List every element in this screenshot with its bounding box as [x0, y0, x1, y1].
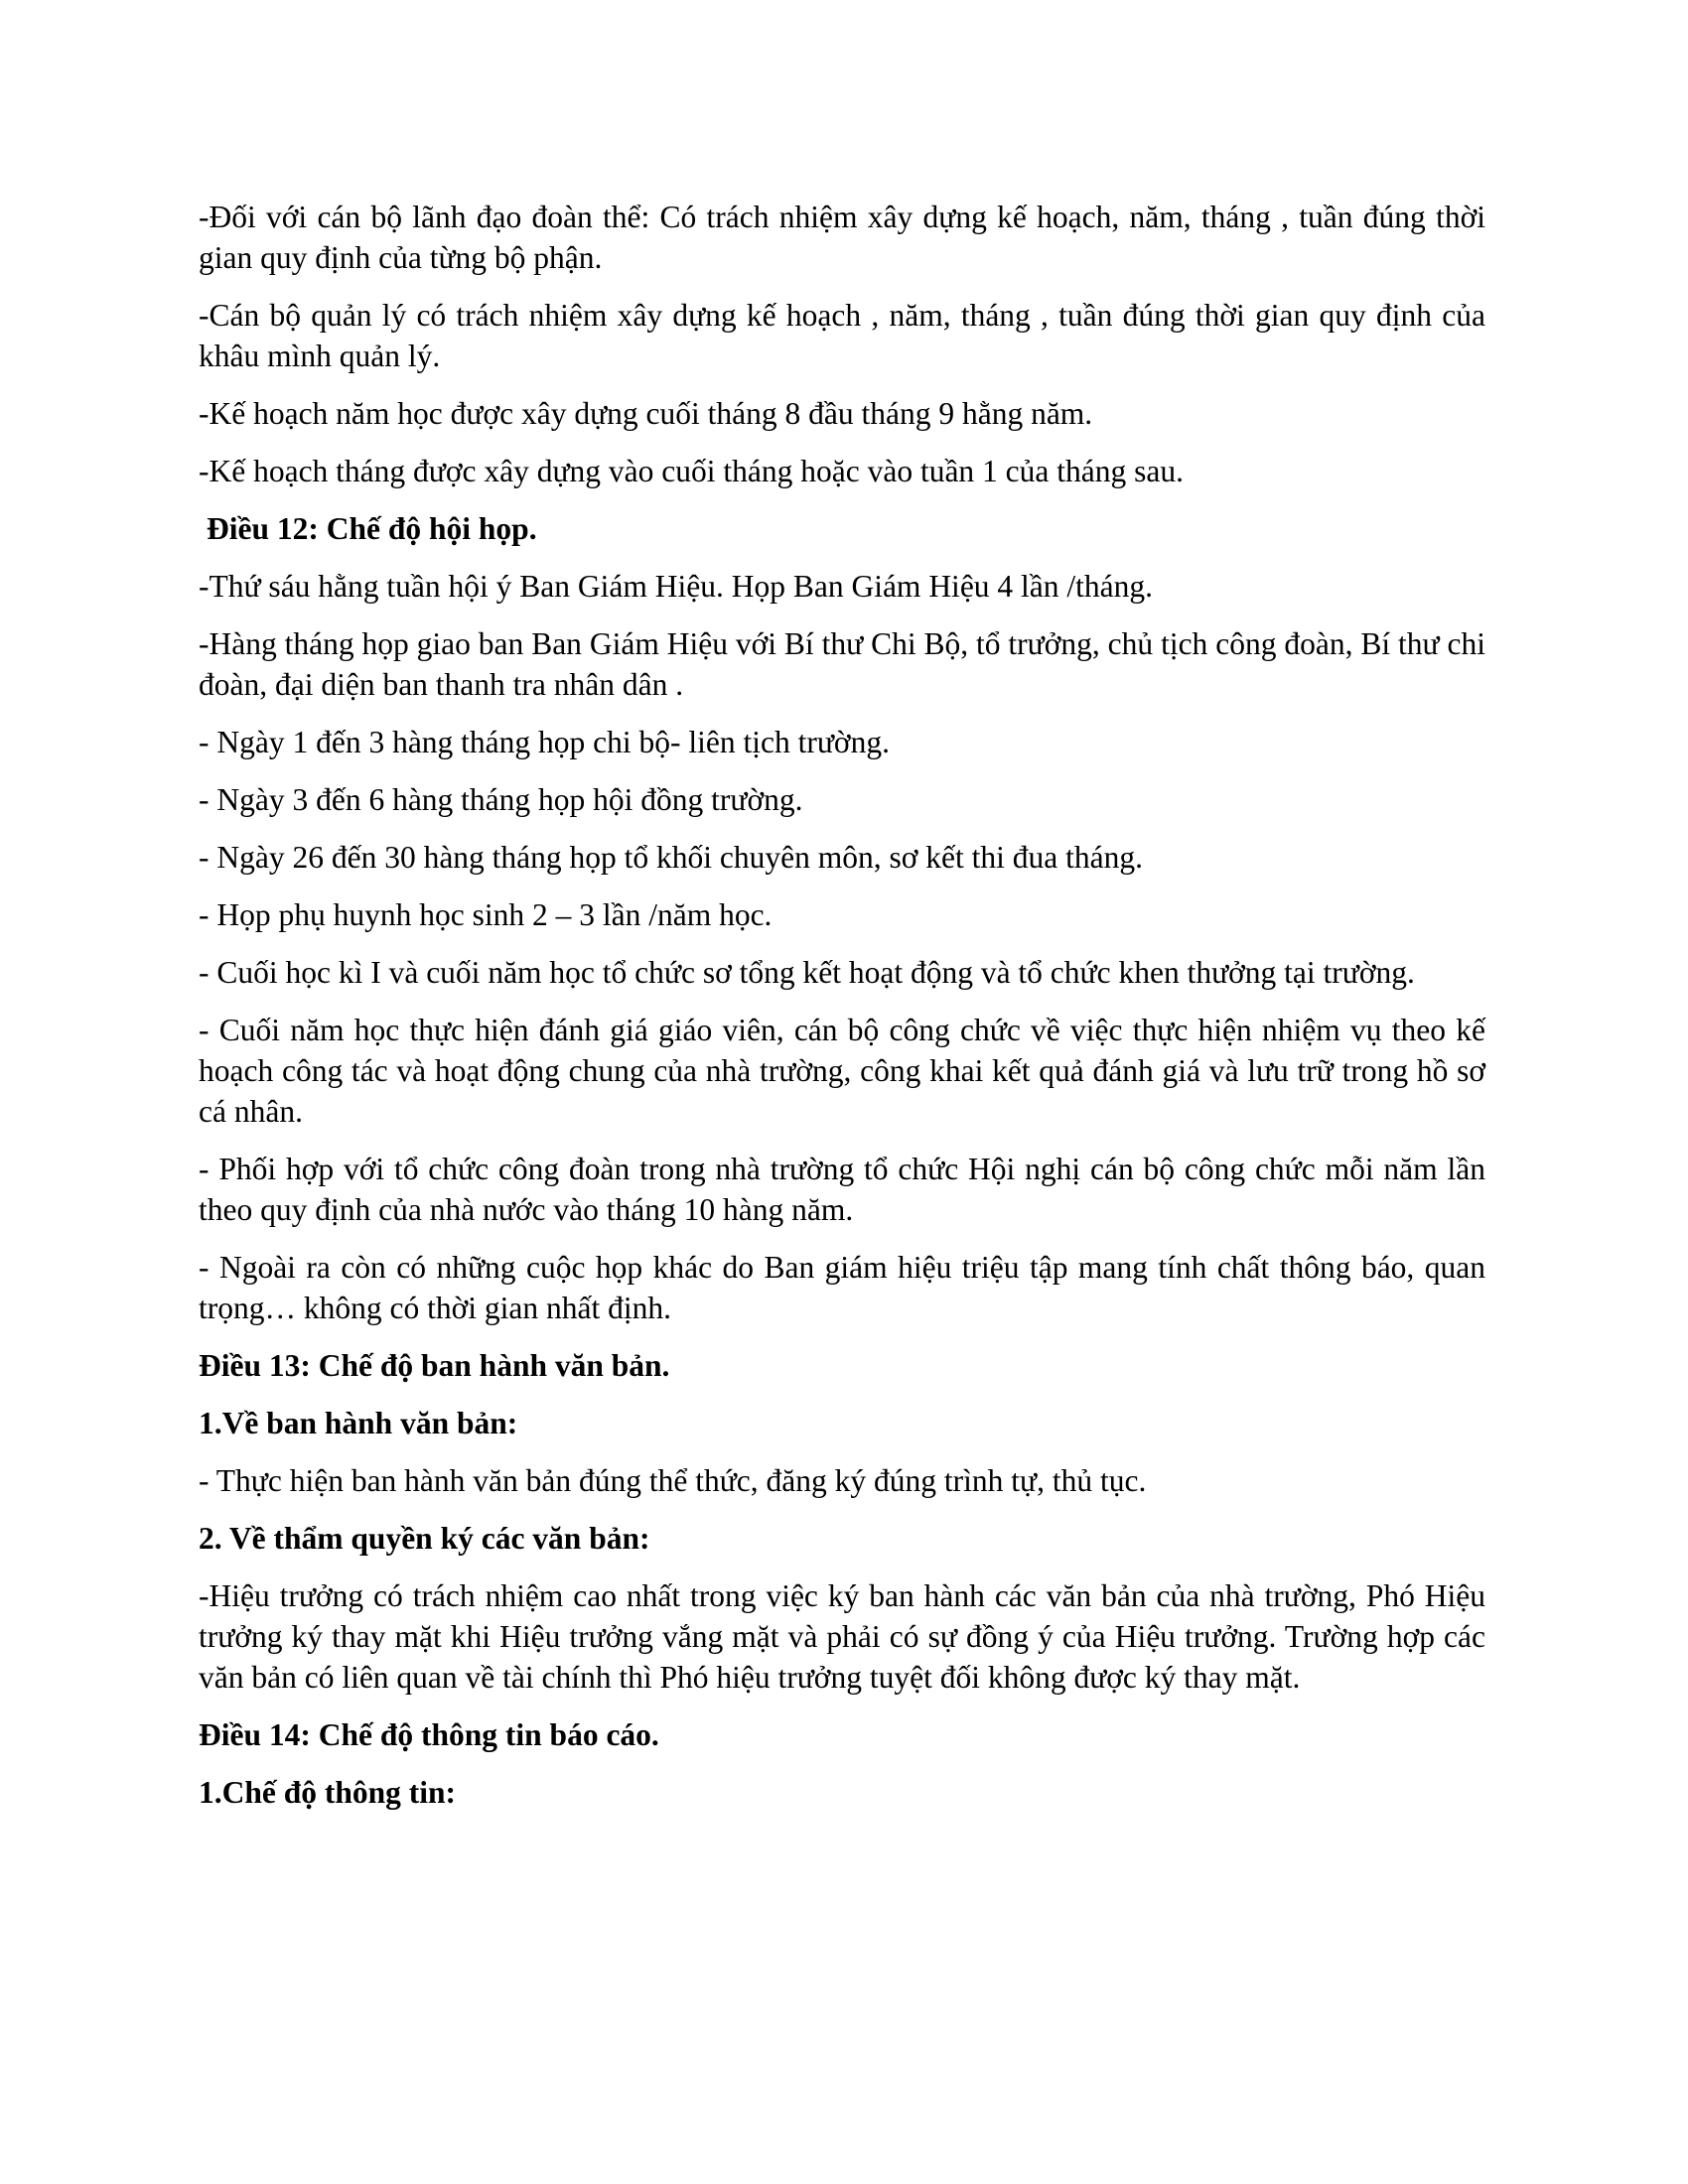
document-page	[199, 197, 1485, 1830]
paragraph: -Kế hoạch tháng được xây dựng vào cuối tháng hoặc vào tuần 1 của tháng sau.	[199, 454, 1184, 488]
list-item: - Ngày 1 đến 3 hàng tháng họp chi bộ- liên tịch trường.	[199, 725, 890, 759]
article-12-heading: Điều 12: Chế độ hội họp.	[207, 511, 537, 546]
list-item: - Ngày 26 đến 30 hàng tháng họp tổ khối chuyên môn, sơ kết thi đua tháng.	[199, 840, 1143, 875]
article-13-sub2-heading: 2. Về thẩm quyền ký các văn bản:	[199, 1521, 650, 1556]
paragraph: -Cán bộ quản lý có trách nhiệm xây dựng kế hoạch , năm, tháng , tuần đúng thời gian quy định của khâu mình quản lý.	[199, 298, 1485, 373]
list-item: - Họp phụ huynh học sinh 2 – 3 lần /năm học.	[199, 897, 773, 932]
list-item: - Ngoài ra còn có những cuộc họp khác do Ban giám hiệu triệu tập mang tính chất thông báo, quan trọng… không có thời gian nhất định.	[199, 1250, 1485, 1325]
article-14-heading: Điều 14: Chế độ thông tin báo cáo.	[199, 1717, 659, 1752]
list-item: - Ngày 3 đến 6 hàng tháng họp hội đồng trường.	[199, 782, 803, 817]
list-item: -Thứ sáu hằng tuần hội ý Ban Giám Hiệu. Họp Ban Giám Hiệu 4 lần /tháng.	[199, 569, 1154, 604]
paragraph: - Thực hiện ban hành văn bản đúng thể thức, đăng ký đúng trình tự, thủ tục.	[199, 1463, 1147, 1498]
paragraph: -Đối với cán bộ lãnh đạo đoàn thể: Có trách nhiệm xây dựng kế hoạch, năm, tháng , tuần đúng thời gian quy định của từng bộ phận.	[199, 200, 1485, 275]
article-13-sub1-heading: 1.Về ban hành văn bản:	[199, 1406, 518, 1440]
list-item: - Phối hợp với tổ chức công đoàn trong nhà trường tổ chức Hội nghị cán bộ công chức mỗi năm lần theo quy định của nhà nước vào tháng 10 hàng năm.	[199, 1152, 1485, 1227]
list-item: - Cuối năm học thực hiện đánh giá giáo viên, cán bộ công chức về việc thực hiện nhiệm vụ theo kế hoạch công tác và hoạt động chung của nhà trường, công khai kết quả đánh giá và lưu trữ trong hồ sơ cá nhân.	[199, 1013, 1485, 1129]
list-item: - Cuối học kì I và cuối năm học tổ chức sơ tổng kết hoạt động và tổ chức khen thưởng tại trường.	[199, 955, 1415, 990]
paragraph: -Hiệu trưởng có trách nhiệm cao nhất trong việc ký ban hành các văn bản của nhà trường, Phó Hiệu trưởng ký thay mặt khi Hiệu trưởng vắng mặt và phải có sự đồng ý của Hiệu trưởng. Trường hợp các văn bản có liên quan về tài chính thì Phó hiệu trưởng tuyệt đối không được ký thay mặt.	[199, 1578, 1485, 1695]
paragraph: -Kế hoạch năm học được xây dựng cuối tháng 8 đầu tháng 9 hằng năm.	[199, 396, 1093, 431]
article-13-heading: Điều 13: Chế độ ban hành văn bản.	[199, 1348, 670, 1383]
list-item: -Hàng tháng họp giao ban Ban Giám Hiệu với Bí thư Chi Bộ, tổ trưởng, chủ tịch công đoàn, Bí thư chi đoàn, đại diện ban thanh tra nhân dân .	[199, 626, 1485, 702]
article-14-sub1-heading: 1.Chế độ thông tin:	[199, 1775, 457, 1810]
